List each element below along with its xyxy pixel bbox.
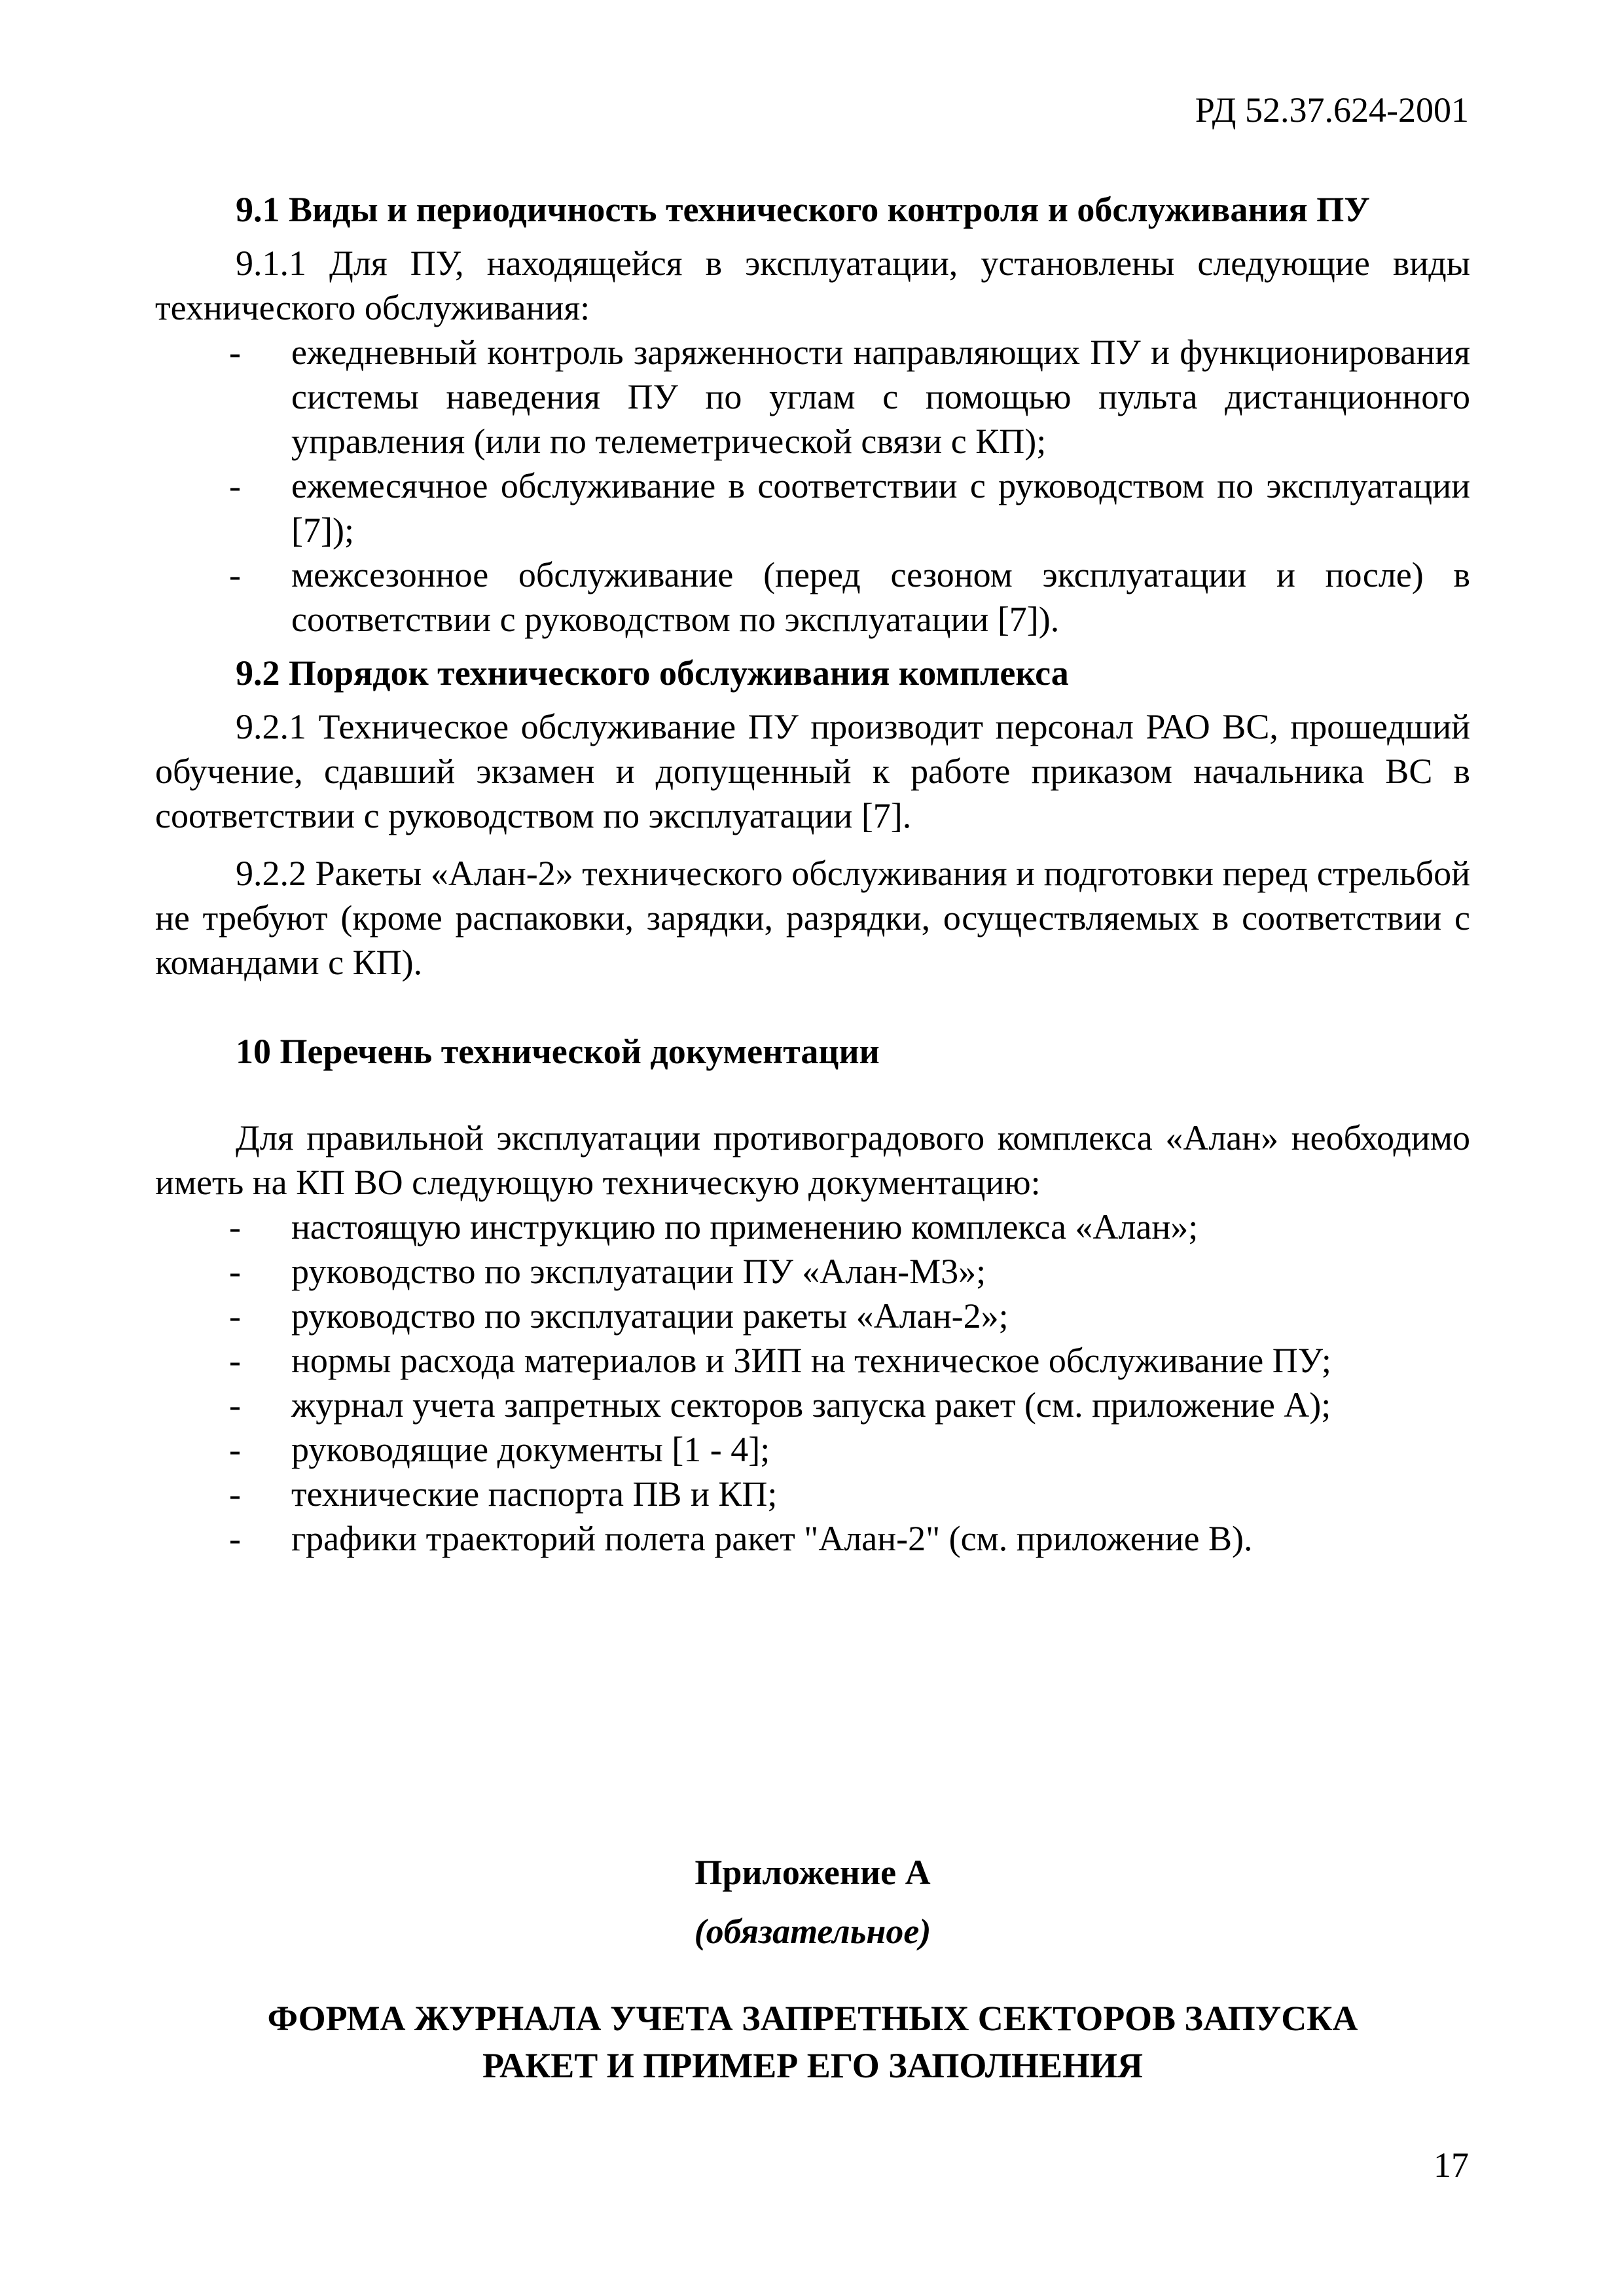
- list-item: - межсезонное обслуживание (перед сезоном эксплуатации и после) в соответствии с руководством по эксплуатации [7]).: [229, 555, 1470, 639]
- section-10-intro: Для правильной эксплуатации противоградового комплекса «Алан» необходимо иметь на КП ВО следующую техническую документацию:: [155, 1118, 1470, 1202]
- list-item-text: графики траекторий полета ракет "Алан-2" (см. приложение В).: [291, 1519, 1253, 1558]
- section-9-2-1-paragraph: 9.2.1 Техническое обслуживание ПУ производит персонал РАО ВС, прошедший обучение, сдавший экзамен и допущенный к работе приказом начальника ВС в соответствии с руководством по эксплуатации [7].: [155, 707, 1470, 835]
- appendix-title: Приложение А: [695, 1853, 931, 1892]
- list-item-text: руководство по эксплуатации ПУ «Алан-М3»;: [291, 1252, 986, 1291]
- list-item-text: руководство по эксплуатации ракеты «Алан-2»;: [291, 1296, 1009, 1336]
- section-9-2-heading: 9.2 Порядок технического обслуживания комплекса: [236, 653, 1069, 693]
- list-item: - графики траекторий полета ракет "Алан-2" (см. приложение В).: [229, 1519, 1253, 1558]
- maintenance-types-list: [155, 330, 1470, 642]
- form-title: [155, 1995, 1470, 2089]
- list-item: - журнал учета запретных секторов запуска ракет (см. приложение А);: [229, 1385, 1331, 1425]
- list-item: - руководящие документы [1 - 4];: [229, 1430, 770, 1469]
- list-item-text: нормы расхода материалов и ЗИП на техническое обслуживание ПУ;: [291, 1341, 1331, 1380]
- section-9-1-heading: 9.1 Виды и периодичность технического контроля и обслуживания ПУ: [236, 190, 1370, 229]
- section-10-heading: 10 Перечень технической документации: [236, 1032, 880, 1071]
- list-item-text: ежедневный контроль заряженности направляющих ПУ и функционирования системы наведения ПУ по углам с помощью пульта дистанционного управления (или по телеметрической связи с КП);: [291, 333, 1470, 461]
- list-item: - нормы расхода материалов и ЗИП на техническое обслуживание ПУ;: [229, 1341, 1331, 1380]
- list-item: - технические паспорта ПВ и КП;: [229, 1474, 778, 1514]
- list-item: - ежедневный контроль заряженности направляющих ПУ и функционирования системы наведения ПУ по углам с помощью пульта дистанционного управления (или по телеметрической связи с КП);: [229, 333, 1470, 461]
- main-content: [155, 187, 1470, 1561]
- list-item-text: межсезонное обслуживание (перед сезоном эксплуатации и после) в соответствии с руководством по эксплуатации [7]).: [291, 555, 1470, 639]
- documentation-list: [155, 1205, 1470, 1561]
- list-item-text: настоящую инструкцию по применению комплекса «Алан»;: [291, 1207, 1199, 1247]
- list-item-text: ежемесячное обслуживание в соответствии с руководством по эксплуатации [7]);: [291, 466, 1470, 550]
- document-code: РД 52.37.624-2001: [1195, 90, 1469, 130]
- list-item: - ежемесячное обслуживание в соответствии с руководством по эксплуатации [7]);: [229, 466, 1470, 550]
- list-item: - руководство по эксплуатации ПУ «Алан-М3»;: [229, 1252, 986, 1291]
- form-title-line-2: РАКЕТ И ПРИМЕР ЕГО ЗАПОЛНЕНИЯ: [482, 2046, 1143, 2085]
- list-item: - руководство по эксплуатации ракеты «Алан-2»;: [229, 1296, 1009, 1336]
- list-item-text: технические паспорта ПВ и КП;: [291, 1474, 778, 1514]
- page-number: 17: [1434, 2145, 1469, 2185]
- appendix-status: (обязательное): [694, 1912, 931, 1951]
- list-item-text: руководящие документы [1 - 4];: [291, 1430, 770, 1469]
- section-9-2-2-paragraph: 9.2.2 Ракеты «Алан-2» технического обслуживания и подготовки перед стрельбой не требуют (кроме распаковки, зарядки, разрядки, осуществляемых в соответствии с командами с КП).: [155, 854, 1470, 982]
- section-9-1-intro: 9.1.1 Для ПУ, находящейся в эксплуатации, установлены следующие виды технического обслуживания:: [155, 244, 1470, 327]
- form-title-line-1: ФОРМА ЖУРНАЛА УЧЕТА ЗАПРЕТНЫХ СЕКТОРОВ ЗАПУСКА: [267, 1999, 1358, 2038]
- list-item-text: журнал учета запретных секторов запуска ракет (см. приложение А);: [291, 1385, 1331, 1425]
- list-item: - настоящую инструкцию по применению комплекса «Алан»;: [229, 1207, 1199, 1247]
